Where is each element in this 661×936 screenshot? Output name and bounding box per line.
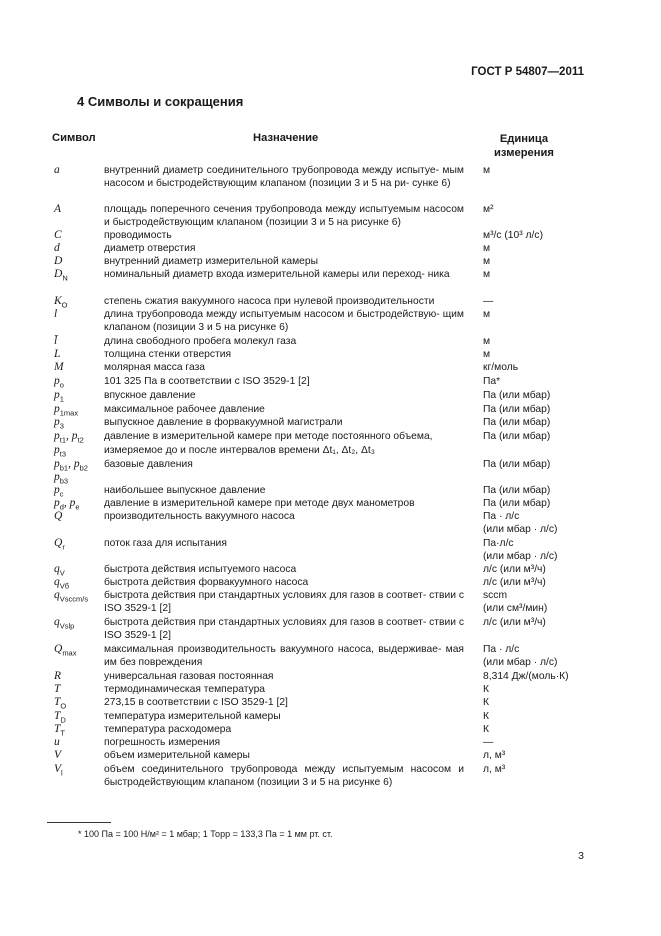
row-unit: л, м³ <box>483 750 506 761</box>
section-title: 4 Символы и сокращения <box>77 94 244 109</box>
row-unit: Па (или мбар) <box>483 390 551 401</box>
row-unit: Па (или мбар) <box>483 485 551 496</box>
row-description: термодинамическая температура <box>104 684 266 695</box>
row-symbol: u <box>54 736 60 748</box>
row-unit: 8,314 Дж/(моль·К) <box>483 671 569 682</box>
row-description: температура измерительной камеры <box>104 711 281 722</box>
row-symbol: $p_{b3}$ <box>54 471 69 486</box>
row-symbol: T <box>54 683 61 695</box>
row-description: впускное давление <box>104 390 196 401</box>
row-description: погрешность измерения <box>104 737 221 748</box>
row-unit: м <box>483 269 491 280</box>
row-description: поток газа для испытания <box>104 538 227 549</box>
row-unit: Па (или мбар) <box>483 431 551 442</box>
row-symbol: $T_D$ <box>54 710 66 725</box>
row-unit: Па·л/с (или мбар · л/с) <box>483 538 558 562</box>
row-unit: м <box>483 243 491 254</box>
row-description: быстрота действия при стандартных условиях для газов в соответ- ствии с ISO 3529-1 [2] <box>104 617 464 641</box>
row-unit: л/с (или м³/ч) <box>483 564 546 575</box>
row-symbol: C <box>54 229 62 241</box>
row-symbol: $p_{1max}$ <box>54 403 79 418</box>
row-unit: sccm (или см³/мин) <box>483 590 548 614</box>
column-header-symbol: Символ <box>52 132 96 144</box>
row-description: внутренний диаметр измерительной камеры <box>104 256 318 267</box>
row-description: давление в измерительной камере при методе постоянного объема, <box>104 431 433 442</box>
row-description: базовые давления <box>104 459 193 470</box>
row-description: внутренний диаметр соединительного трубопровода между испытуе- мым насосом и быстродействующим клапаном (позиции 3 и 5 на ри- сунке 6) <box>104 165 464 189</box>
row-symbol: $D_N$ <box>54 268 68 283</box>
column-header-unit-line2: измерения <box>494 147 554 159</box>
row-description: температура расходомера <box>104 724 232 735</box>
row-description: номинальный диаметр входа измерительной камеры или переход- ника <box>104 269 450 280</box>
row-unit: м <box>483 165 491 176</box>
row-symbol: M <box>54 361 64 373</box>
row-unit: Па · л/с (или мбар · л/с) <box>483 511 558 535</box>
row-symbol: $p_3$ <box>54 416 64 431</box>
row-description: давление в измерительной камере при методе двух манометров <box>104 498 415 509</box>
row-description: диаметр отверстия <box>104 243 196 254</box>
row-unit: м <box>483 336 491 347</box>
row-unit: л/с (или м³/ч) <box>483 577 546 588</box>
row-symbol: $p_1$ <box>54 389 64 404</box>
row-unit: Па* <box>483 376 501 387</box>
row-symbol: $K_O$ <box>54 295 68 310</box>
column-header-unit <box>492 132 556 160</box>
row-description: быстрота действия при стандартных условиях для газов в соответ- ствии с ISO 3529-1 [2] <box>104 590 464 614</box>
column-header-unit-line1: Единица <box>499 133 549 145</box>
row-description: степень сжатия вакуумного насоса при нулевой производительности <box>104 296 435 307</box>
row-unit: К <box>483 697 489 708</box>
row-description: наибольшее выпускное давление <box>104 485 266 496</box>
footnote-separator <box>47 822 111 823</box>
row-description: объем соединительного трубопровода между испытуемым насосом и быстродействующим клапаном (позиции 3 и 5 на рисунке 6) <box>104 764 464 788</box>
row-symbol: d <box>54 242 60 254</box>
row-description: 273,15 в соответствии с ISO 3529-1 [2] <box>104 697 288 708</box>
row-symbol: $p_c$ <box>54 484 64 499</box>
row-symbol: V <box>54 749 62 761</box>
row-unit: К <box>483 684 489 695</box>
page-number: 3 <box>578 850 584 862</box>
row-symbol: A <box>54 203 62 215</box>
row-symbol: $q_{Vб}$ <box>54 576 70 591</box>
row-symbol: l <box>54 308 58 320</box>
row-symbol: a <box>54 164 60 176</box>
row-description: быстрота действия форвакуумного насоса <box>104 577 309 588</box>
row-unit: м <box>483 256 491 267</box>
row-unit: Па (или мбар) <box>483 404 551 415</box>
row-unit: Па · л/с (или мбар · л/с) <box>483 644 558 668</box>
row-symbol: $Q_{max}$ <box>54 643 77 658</box>
row-unit: — <box>483 296 494 307</box>
row-unit: м <box>483 349 491 360</box>
row-symbol: $p_{t1}$, $p_{t2}$ <box>54 430 84 445</box>
row-unit: Па (или мбар) <box>483 498 551 509</box>
row-unit: м <box>483 309 491 320</box>
row-description: 101 325 Па в соответствии с ISO 3529-1 [2] <box>104 376 310 387</box>
row-unit: — <box>483 737 494 748</box>
row-description: длина свободного пробега молекул газа <box>104 336 297 347</box>
row-unit: л, м³ <box>483 764 506 775</box>
row-description: максимальное рабочее давление <box>104 404 265 415</box>
row-description: быстрота действия испытуемого насоса <box>104 564 297 575</box>
row-unit: Па (или мбар) <box>483 459 551 470</box>
row-description: выпускное давление в форвакуумной магистрали <box>104 417 343 428</box>
row-unit: кг/моль <box>483 362 519 373</box>
row-description: максимальная производительность вакуумного насоса, выдерживае- мая им без повреждения <box>104 644 464 668</box>
row-symbol: R <box>54 670 62 682</box>
row-unit: К <box>483 724 489 735</box>
row-unit: м² <box>483 204 494 215</box>
row-symbol: l̄ <box>54 335 58 347</box>
row-unit: м³/с (10³ л/с) <box>483 230 543 241</box>
row-description: производительность вакуумного насоса <box>104 511 295 522</box>
row-description: объем измерительной камеры <box>104 750 250 761</box>
row-description: проводимость <box>104 230 172 241</box>
footnote: * 100 Па = 100 Н/м² = 1 мбар; 1 Торр = 133,3 Па = 1 мм рт. ст. <box>78 829 333 839</box>
row-unit: л/с (или м³/ч) <box>483 617 546 628</box>
row-symbol: $q_V$ <box>54 563 65 578</box>
row-symbol: $V_l$ <box>54 763 63 778</box>
row-symbol: $p_d$, $p_e$ <box>54 497 80 512</box>
row-symbol: $T_T$ <box>54 723 65 738</box>
row-symbol: $q_{Vsccm/s}$ <box>54 589 89 604</box>
row-symbol: L <box>54 348 61 360</box>
row-symbol: $Q_r$ <box>54 537 65 552</box>
row-symbol: $p_{t3}$ <box>54 444 67 459</box>
row-symbol: $p_{b1}$, $p_{b2}$ <box>54 458 88 473</box>
column-header-purpose: Назначение <box>253 132 319 144</box>
row-symbol: $q_{Vslp}$ <box>54 616 75 631</box>
row-description: длина трубопровода между испытуемым насосом и быстродействую- щим клапаном (позиции 3 и 5 на рисунке 6) <box>104 309 464 333</box>
row-unit: К <box>483 711 489 722</box>
row-symbol: $T_O$ <box>54 696 67 711</box>
row-description: универсальная газовая постоянная <box>104 671 274 682</box>
row-description: молярная масса газа <box>104 362 206 373</box>
row-unit: Па (или мбар) <box>483 417 551 428</box>
row-symbol: Q <box>54 510 63 522</box>
row-description: площадь поперечного сечения трубопровода между испытуемым насосом и быстродействующим клапаном (позиции 3 и 5 на рисунке 6) <box>104 204 464 228</box>
row-symbol: $p_o$ <box>54 375 64 390</box>
row-symbol: D <box>54 255 63 267</box>
row-description: измеряемое до и после интервалов времени Δt₁, Δt₂, Δt₃ <box>104 445 375 456</box>
row-description: толщина стенки отверстия <box>104 349 232 360</box>
document-header: ГОСТ Р 54807—2011 <box>471 66 584 78</box>
